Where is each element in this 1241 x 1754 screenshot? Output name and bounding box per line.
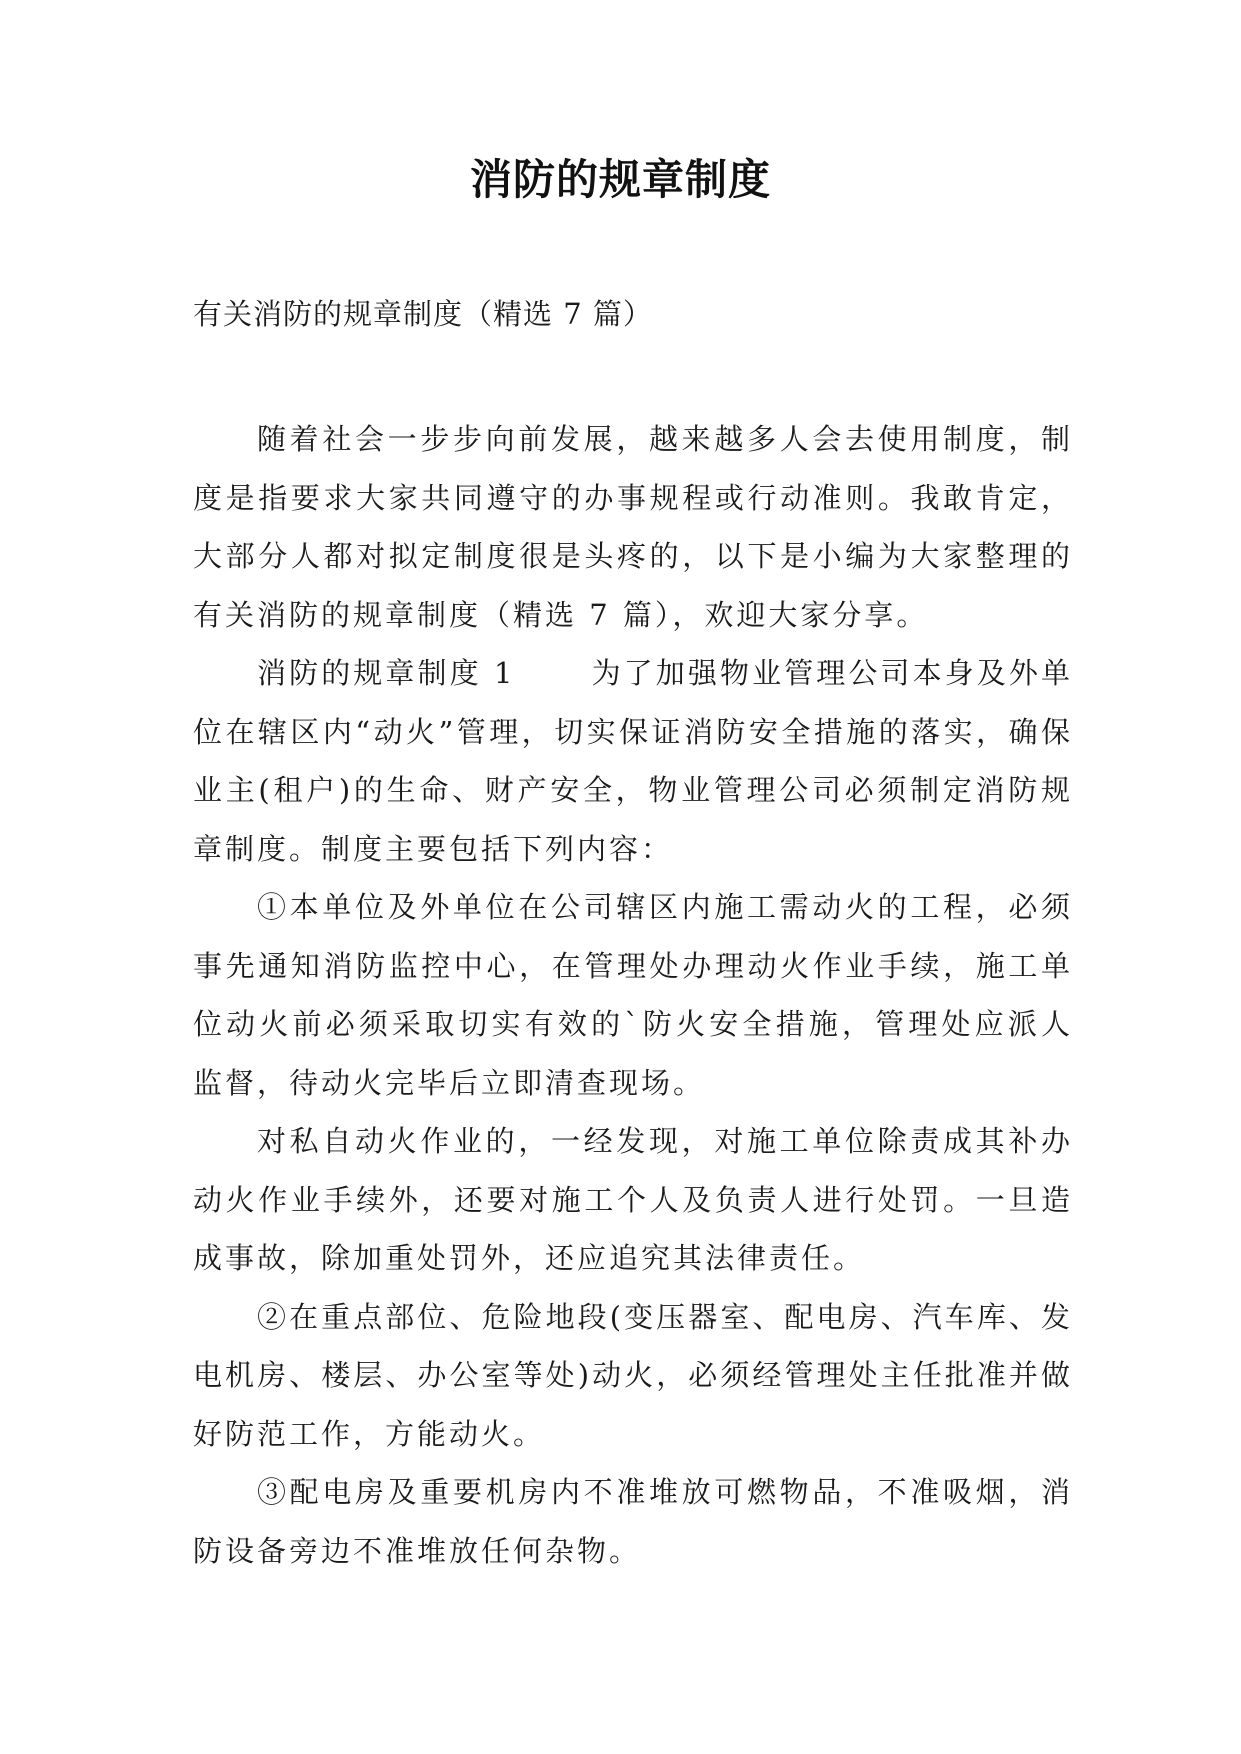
section-1-text: 为了加强物业管理公司本身及外单位在辖区内“动火”管理，切实保证消防安全措施的落实，确保业主(租户)的生命、财产安全，物业管理公司必须制定消防规章制度。制度主要包括下列内容： (193, 656, 1073, 866)
item-1-extra-paragraph: 对私自动火作业的，一经发现，对施工单位除责成其补办动火作业手续外，还要对施工个人及负责人进行处罚。一旦造成事故，除加重处罚外，还应追究其法律责任。 (193, 1124, 1073, 1275)
document-body (193, 410, 1073, 1580)
item-2-paragraph: ②在重点部位、危险地段(变压器室、配电房、汽车库、发电机房、楼层、办公室等处)动火，必须经管理处主任批准并做好防范工作，方能动火。 (193, 1299, 1073, 1451)
item-3-paragraph: ③配电房及重要机房内不准堆放可燃物品，不准吸烟，消防设备旁边不准堆放任何杂物。 (193, 1475, 1073, 1568)
document-subtitle: 有关消防的规章制度（精选 7 篇） (193, 297, 653, 331)
item-1-paragraph: ①本单位及外单位在公司辖区内施工需动火的工程，必须事先通知消防监控中心，在管理处办理动火作业手续，施工单位动火前必须采取切实有效的`防火安全措施，管理处应派人监督，待动火完毕后立即清查现场。 (193, 890, 1073, 1100)
section-1-paragraph (193, 644, 1073, 878)
intro-paragraph: 随着社会一步步向前发展，越来越多人会去使用制度，制度是指要求大家共同遵守的办事规程或行动准则。我敢肯定，大部分人都对拟定制度很是头疼的，以下是小编为大家整理的有关消防的规章制度（精选 7 篇），欢迎大家分享。 (193, 422, 1073, 632)
section-1-heading: 消防的规章制度 1 (257, 656, 516, 690)
document-title: 消防的规章制度 (469, 155, 771, 204)
